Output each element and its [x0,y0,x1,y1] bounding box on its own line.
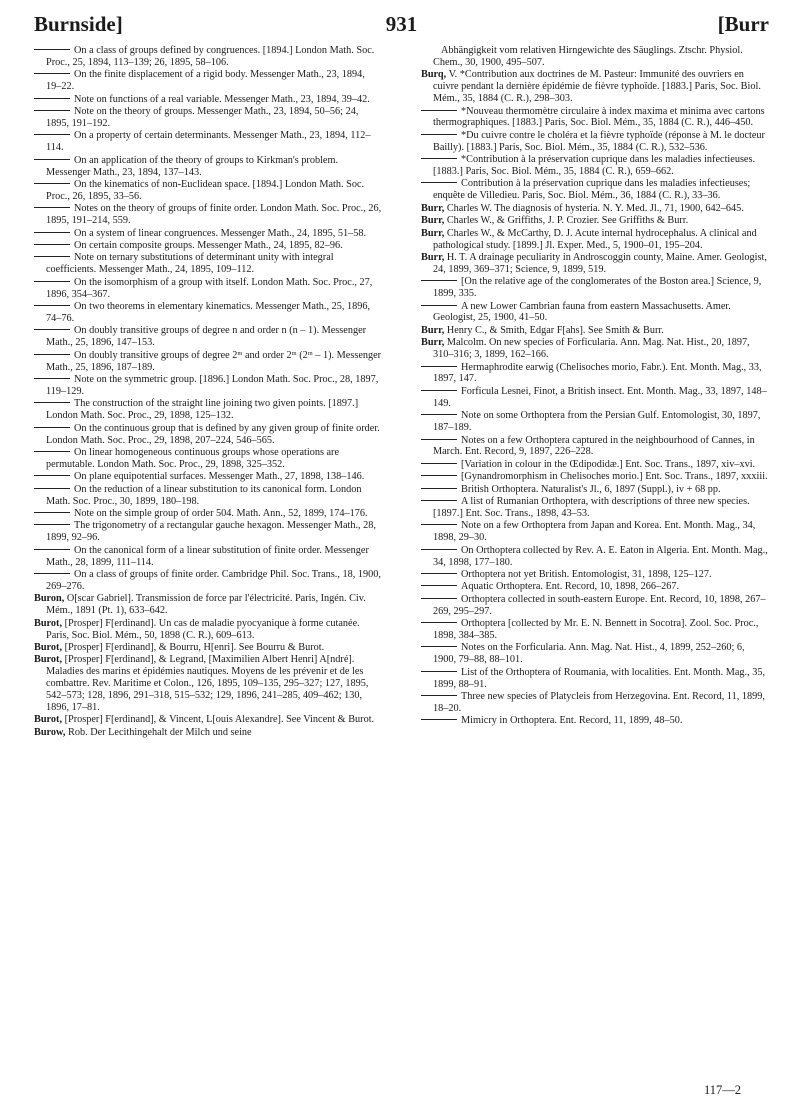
bibliography-entry [421,276,769,300]
bibliography-entry [34,642,382,654]
entry-author: Burr, [421,251,445,263]
ditto-dash [421,622,457,623]
entry-author: Burq, [421,69,447,81]
entry-text: On the kinematics of non-Euclidean space. [1894.] London Math. Soc. Proc., 26, 1895, 33–56. [46,178,365,202]
ditto-dash [421,598,457,599]
ditto-dash [34,159,70,160]
ditto-dash [34,524,70,525]
entry-text: Orthoptera [collected by Mr. E. N. Bennett in Socotra]. Zool. Soc. Proc., 1898, 384–385. [433,618,759,641]
ditto-dash [421,305,457,306]
bibliography-entry [421,337,769,361]
entry-text: On the finite displacement of a rigid body. Messenger Math., 23, 1894, 19–22. [46,69,365,93]
bibliography-entry [421,203,769,215]
bibliography-entry [421,386,769,410]
bibliography-entry [34,714,382,726]
entry-author: Burr, [421,202,445,214]
entry-text: The construction of the straight line joining two given points. [1897.] London Math. Soc. Proc., 29, 1898, 125–132. [46,398,359,422]
entry-text: List of the Orthoptera of Roumania, with localities. Ent. Month. Mag., 35, 1899, 88–91. [433,666,766,690]
bibliography-entry [421,178,769,202]
bibliography-entry [34,94,382,106]
bibliography-entry [421,69,769,105]
ditto-dash [421,573,457,574]
bibliography-entry [421,154,769,178]
entry-text: [Prosper] F[erdinand], & Bourru, H[enri]. See Bourru & Burot. [64,641,325,653]
bibliography-entry [34,569,382,593]
entry-text: Note on functions of a real variable. Messenger Math., 23, 1894, 39–42. [74,93,370,105]
entry-text: On Orthoptera collected by Rev. A. E. Eaton in Algeria. Ent. Month. Mag., 34, 1898, 177–180. [433,544,768,568]
entry-text: Notes on the Forficularia. Ann. Mag. Nat. Hist., 4, 1899, 252–260; 6, 1900, 79–88, 88–101. [433,642,745,666]
bibliography-entry [421,435,769,459]
ditto-dash [421,390,457,391]
ditto-dash [34,73,70,74]
ditto-dash [421,500,457,501]
entry-text: On a class of groups of finite order. Cambridge Phil. Soc. Trans., 18, 1900, 269–276. [46,568,381,592]
entry-text: Orthoptera collected in south-eastern Europe. Ent. Record, 10, 1898, 267–269, 295–297. [433,593,766,617]
bibliography-entry [421,362,769,386]
entry-text: O[scar Gabriel]. Transmission de force par l'électricité. Paris, Ingén. Civ. Mém., 1891 (Pt. 1), 633–642. [46,593,366,617]
entry-author: Burr, [421,337,445,349]
entry-text: On a class of groups defined by congruences. [1894.] London Math. Soc. Proc., 25, 1894, 113–139; 26, 1895, 58–106. [46,45,375,68]
bibliography-entry [421,581,769,593]
ditto-dash [34,244,70,245]
ditto-dash [421,549,457,550]
entry-text: Note on the symmetric group. [1896.] London Math. Soc. Proc., 28, 1897, 119–129. [46,373,379,397]
bibliography-entry [421,691,769,715]
ditto-dash [34,475,70,476]
bibliography-entry [34,593,382,617]
entry-text: Hermaphrodite earwig (Chelisoches morio, Fabr.). Ent. Month. Mag., 33, 1897, 147. [433,361,762,385]
bibliography-entry [34,520,382,544]
bibliography-entry [34,471,382,483]
entry-text: Orthoptera not yet British. Entomologist, 31, 1898, 125–127. [461,568,712,580]
entry-text: On an application of the theory of groups to Kirkman's problem. Messenger Math., 23, 1894, 137–143. [46,154,339,178]
entry-text: Aquatic Orthoptera. Ent. Record, 10, 1898, 266–267. [461,581,680,593]
entry-text: Notes on the theory of groups of finite order. London Math. Soc. Proc., 26, 1895, 191–214, 559. [46,203,382,227]
ditto-dash [421,414,457,415]
entry-text: Contribution à la préservation cuprique dans les maladies infectieuses; enquête de Villedieu. Paris, Soc. Biol. Mém., 36, 1884 (C. R.), 33–36. [433,178,751,202]
bibliography-entry [421,520,769,544]
entry-text: *Nouveau thermomètre circulaire à index maxima et minima avec cartons thermographiques. [1883.] Paris, Soc. Biol. Mém., 35, 1884 (C. R.), 446–450. [433,105,765,129]
entry-text: On doubly transitive groups of degree 2ᵐ and order 2ᵐ (2ᵐ – 1). Messenger Math., 25, 1896, 187–189. [46,349,382,373]
entry-author: Burot, [34,714,63,726]
bibliography-entry [34,277,382,301]
ditto-dash [34,305,70,306]
ditto-dash [421,463,457,464]
entry-text: On certain composite groups. Messenger Math., 24, 1895, 82–96. [74,240,343,251]
bibliography-entry [34,654,382,714]
ditto-dash [421,439,457,440]
ditto-dash [34,402,70,403]
bibliography-entry [34,301,382,325]
ditto-dash [421,366,457,367]
entry-text: V. *Contribution aux doctrines de M. Pasteur: Immunité des ouvriers en cuivre pendant la dernière épidémie de fièvre typhoïde. [1883.] Paris, Soc. Biol. Mém., 35, 1884 (C. R.), 298–303. [433,69,761,105]
bibliography-entry [421,545,769,569]
ditto-dash [34,98,70,99]
bibliography-entry [34,727,382,739]
bibliography-entry [421,106,769,130]
ditto-dash [34,488,70,489]
ditto-dash [34,512,70,513]
ditto-dash [34,256,70,257]
entry-text: Charles W., & Griffiths, J. P. Crozier. See Griffiths & Burr. [446,215,689,227]
entry-text: On a system of linear congruences. Messenger Math., 24, 1895, 51–58. [74,227,367,239]
ditto-dash [34,207,70,208]
left-column [34,45,382,739]
entry-text: [Gynandromorphism in Chelisoches morio.] Ent. Soc. Trans., 1897, xxxiii. [461,471,768,483]
entry-text: *Du cuivre contre le choléra et la fièvre typhoïde (réponse à M. le docteur Bailly). [1883.] Paris, Soc. Biol. Mém., 35, 1884 (C. R.), 532–536. [433,129,765,153]
ditto-dash [421,671,457,672]
ditto-dash [421,475,457,476]
page-header [34,12,769,40]
bibliography-entry [34,398,382,422]
entry-text: On the isomorphism of a group with itself. London Math. Soc. Proc., 27, 1896, 354–367. [46,276,373,300]
bibliography-entry [34,45,382,69]
bibliography-entry [34,484,382,508]
entry-text: [Prosper] F[erdinand], & Vincent, L[ouis Alexandre]. See Vincent & Burot. [64,714,375,726]
ditto-dash [421,110,457,111]
bibliography-entry [34,69,382,93]
bibliography-entry [421,459,769,471]
entry-text: Forficula Lesnei, Finot, a British insect. Ent. Month. Mag., 33, 1897, 148–149. [433,385,767,409]
ditto-dash [34,329,70,330]
entry-text: Charles W. The diagnosis of hysteria. N. Y. Med. Jl., 71, 1900, 642–645. [446,202,744,214]
entry-text: A list of Rumanian Orthoptera, with descriptions of three new species. [1897.] Ent. Soc. Trans., 1898, 43–53. [433,496,750,519]
entry-text: Notes on a few Orthoptera captured in the neighbourhood of Cannes, in March. Ent. Record, 9, 1897, 226–228. [433,434,755,458]
signature-mark: 117—2 [704,1083,742,1097]
entry-text: Note on some Orthoptera from the Persian Gulf. Entomologist, 30, 1897, 187–189. [433,410,761,434]
entry-text: British Orthoptera. Naturalist's Jl., 6, 1897 (Suppl.), iv + 68 pp. [461,483,721,495]
ditto-dash [421,134,457,135]
entry-text: H. T. A drainage peculiarity in Androscoggin county, Maine. Amer. Geologist, 24, 1899, 369–371; Science, 9, 1899, 519. [433,251,767,275]
ditto-dash [34,134,70,135]
entry-author: Burow, [34,726,66,738]
entry-author: Burr, [421,324,445,336]
bibliography-entry [421,667,769,691]
bibliography-entry [34,106,382,130]
entry-author: Burot, [34,641,63,653]
ditto-dash [34,427,70,428]
bibliography-entry [421,642,769,666]
bibliography-entry [421,496,769,520]
bibliography-entry [34,240,382,252]
entry-text: On plane equipotential surfaces. Messenger Math., 27, 1898, 138–146. [74,471,365,483]
entry-author: Buron, [34,593,65,605]
page-number: 931 [385,12,418,36]
ditto-dash [34,573,70,574]
bibliography-entry [34,325,382,349]
bibliography-entry [34,130,382,154]
bibliography-entry [421,410,769,434]
bibliography-entry [34,618,382,642]
bibliography-entry [421,252,769,276]
entry-text: A new Lower Cambrian fauna from eastern Massachusetts. Amer. Geologist, 25, 1900, 41–50. [433,300,731,324]
bibliography-entry [421,228,769,252]
entry-text: On doubly transitive groups of degree n and order n (n – 1). Messenger Math., 25, 1896, 147–153. [46,325,367,349]
bibliography-entry [421,618,769,642]
bibliography-entry [34,374,382,398]
bibliography-entry [421,715,769,727]
bibliography-entry [34,203,382,227]
ditto-dash [421,158,457,159]
bibliography-entry [421,45,769,69]
ditto-dash [421,524,457,525]
entry-text: On the reduction of a linear substitution to its canonical form. London Math. Soc. Proc., 30, 1899, 180–198. [46,483,362,507]
running-head-right: [Burr [717,12,769,36]
entry-text: [Prosper] F[erdinand], & Legrand, [Maximilien Albert Henri] A[ndré]. Maladies des marins et épidémies nautiques. Moyens de les prévenir et de les combattre. Rev. Maritime et Colon., 126, 1895, 109–135, 295–327; 127, 1895, 542–573; 128, 1896, 291–318, 515–532; 129, 1896, 241–285, 409–462; 130, 1896, 17–81. [46,654,369,713]
entry-text: On linear homogeneous continuous groups whose operations are permutable. London Math. Soc. Proc., 29, 1898, 325–352. [46,446,340,470]
entry-text: Mimicry in Orthoptera. Ent. Record, 11, 1899, 48–50. [461,715,683,727]
entry-text: Note on the theory of groups. Messenger Math., 23, 1894, 50–56; 24, 1895, 191–192. [46,106,359,129]
entry-text: Abhängigkeit vom relativen Hirngewichte des Säuglings. Ztschr. Physiol. Chem., 30, 1900, 495–507. [433,45,743,68]
entry-text: Charles W., & McCarthy, D. J. Acute internal hydrocephalus. A clinical and pathological study. [1899.] Jl. Exper. Med., 5, 1900–01, 195–204. [433,227,757,251]
ditto-dash [421,646,457,647]
bibliography-entry [34,423,382,447]
entry-author: Burot, [34,654,63,666]
bibliography-entry [421,130,769,154]
ditto-dash [421,182,457,183]
entry-author: Burr, [421,215,445,227]
entry-text: Henry C., & Smith, Edgar F[ahs]. See Smith & Burr. [446,324,664,336]
entry-text: On two theorems in elementary kinematics. Messenger Math., 25, 1896, 74–76. [46,301,371,324]
running-head-left: Burnside] [34,12,123,36]
bibliography-entry [421,215,769,227]
entry-text: The trigonometry of a rectangular gauche hexagon. Messenger Math., 28, 1899, 92–96. [46,520,376,544]
entry-text: [Prosper] F[erdinand]. Un cas de maladie pyocyanique à forme cutanée. Paris, Soc. Biol. Mém., 50, 1898 (C. R.), 609–613. [46,617,360,641]
ditto-dash [34,378,70,379]
entry-text: On the canonical form of a linear substitution of finite order. Messenger Math., 28, 1899, 111–114. [46,544,369,568]
bibliography-entry [34,508,382,520]
bibliography-entry [34,447,382,471]
entry-text: *Contribution à la préservation cuprique dans les maladies infectieuses. [1883.] Paris, Soc. Biol. Mém., 35, 1884 (C. R.), 659–662. [433,154,756,178]
ditto-dash [34,110,70,111]
bibliography-entry [34,350,382,374]
entry-text: Note on ternary substitutions of determinant unity with integral coefficients. Messenger Math., 24, 1895, 109–112. [46,252,334,276]
ditto-dash [34,354,70,355]
entry-text: Note on a few Orthoptera from Japan and Korea. Ent. Month. Mag., 34, 1898, 29–30. [433,520,756,544]
bibliography-entry [421,301,769,325]
entry-text: On the continuous group that is defined by any given group of finite order. London Math. Soc. Proc., 29, 1898, 207–224, 546–565. [46,422,380,446]
bibliography-entry [421,569,769,581]
bibliography-entry [421,484,769,496]
ditto-dash [421,585,457,586]
entry-text: Three new species of Platycleis from Herzegovina. Ent. Record, 11, 1899, 18–20. [433,691,765,714]
entry-author: Burr, [421,227,445,239]
ditto-dash [421,719,457,720]
bibliography-entry [421,325,769,337]
bibliography-entry [34,228,382,240]
right-column [421,45,769,728]
bibliography-entry [421,471,769,483]
ditto-dash [421,280,457,281]
ditto-dash [34,281,70,282]
bibliography-entry [34,179,382,203]
ditto-dash [34,451,70,452]
entry-text: Malcolm. On new species of Forficularia. Ann. Mag. Nat. Hist., 20, 1897, 310–316; 3, 1899, 162–166. [433,337,750,361]
bibliography-entry [421,594,769,618]
ditto-dash [34,49,70,50]
entry-text: On a property of certain determinants. Messenger Math., 23, 1894, 112–114. [46,130,371,154]
entry-text: [On the relative age of the conglomerates of the Boston area.] Science, 9, 1899, 335. [433,276,762,300]
bibliography-entry [34,252,382,276]
bibliography-entry [34,545,382,569]
ditto-dash [421,488,457,489]
ditto-dash [34,232,70,233]
ditto-dash [421,695,457,696]
bibliography-entry [34,155,382,179]
entry-author: Burot, [34,617,63,629]
ditto-dash [34,549,70,550]
entry-text: [Variation in colour in the Œdipodidæ.] Ent. Soc. Trans., 1897, xiv–xvi. [461,458,756,470]
ditto-dash [34,183,70,184]
entry-text: Note on the simple group of order 504. Math. Ann., 52, 1899, 174–176. [74,507,368,519]
entry-text: Rob. Der Lecithingehalt der Milch und seine [68,726,252,738]
